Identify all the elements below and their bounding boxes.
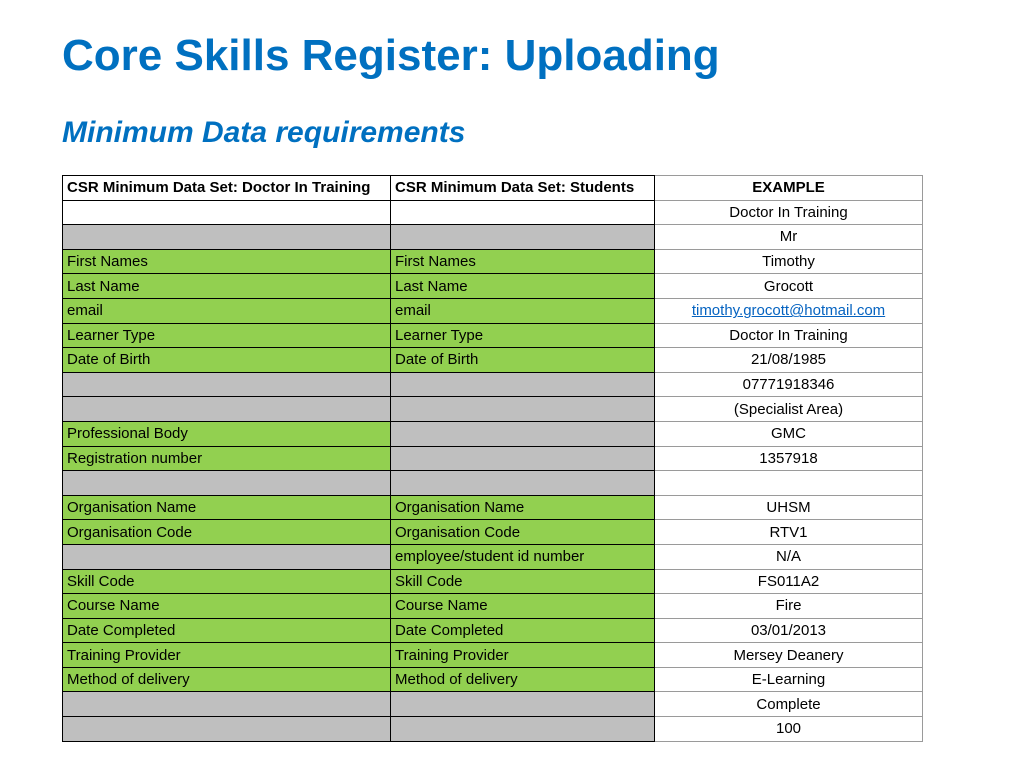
example-value-cell: (Specialist Area) bbox=[655, 397, 923, 422]
doctor-field-cell: Professional Body bbox=[63, 421, 391, 446]
example-value-cell: 03/01/2013 bbox=[655, 618, 923, 643]
table-row bbox=[63, 717, 923, 742]
example-value-cell: UHSM bbox=[655, 495, 923, 520]
doctor-field-cell: Organisation Name bbox=[63, 495, 391, 520]
table-row bbox=[63, 348, 923, 373]
example-value-cell: Doctor In Training bbox=[655, 200, 923, 225]
header-students: CSR Minimum Data Set: Students bbox=[391, 176, 655, 201]
doctor-field-cell: Training Provider bbox=[63, 643, 391, 668]
table-row bbox=[63, 225, 923, 250]
table-row bbox=[63, 372, 923, 397]
doctor-field-cell bbox=[63, 200, 391, 225]
student-field-cell: Last Name bbox=[391, 274, 655, 299]
table-row bbox=[63, 667, 923, 692]
table-row bbox=[63, 495, 923, 520]
student-field-cell bbox=[391, 471, 655, 496]
student-field-cell bbox=[391, 372, 655, 397]
table-row bbox=[63, 323, 923, 348]
student-field-cell: Method of delivery bbox=[391, 667, 655, 692]
doctor-field-cell bbox=[63, 397, 391, 422]
student-field-cell: Training Provider bbox=[391, 643, 655, 668]
table-row bbox=[63, 274, 923, 299]
example-value-cell: Timothy bbox=[655, 249, 923, 274]
table-row bbox=[63, 618, 923, 643]
table-row bbox=[63, 298, 923, 323]
student-field-cell bbox=[391, 397, 655, 422]
example-value-cell: 1357918 bbox=[655, 446, 923, 471]
doctor-field-cell: Date of Birth bbox=[63, 348, 391, 373]
example-value-cell: N/A bbox=[655, 544, 923, 569]
table-row bbox=[63, 471, 923, 496]
doctor-field-cell: Learner Type bbox=[63, 323, 391, 348]
student-field-cell bbox=[391, 421, 655, 446]
example-value-cell: RTV1 bbox=[655, 520, 923, 545]
student-field-cell: Date Completed bbox=[391, 618, 655, 643]
student-field-cell: Organisation Name bbox=[391, 495, 655, 520]
example-value-cell bbox=[655, 298, 923, 323]
table-row bbox=[63, 643, 923, 668]
table-row bbox=[63, 249, 923, 274]
student-field-cell: email bbox=[391, 298, 655, 323]
doctor-field-cell bbox=[63, 692, 391, 717]
student-field-cell: Date of Birth bbox=[391, 348, 655, 373]
example-value-cell: Fire bbox=[655, 594, 923, 619]
doctor-field-cell bbox=[63, 544, 391, 569]
example-value-cell: FS011A2 bbox=[655, 569, 923, 594]
doctor-field-cell bbox=[63, 372, 391, 397]
table-row bbox=[63, 544, 923, 569]
student-field-cell: Organisation Code bbox=[391, 520, 655, 545]
doctor-field-cell bbox=[63, 471, 391, 496]
student-field-cell bbox=[391, 446, 655, 471]
table-row bbox=[63, 397, 923, 422]
doctor-field-cell: Course Name bbox=[63, 594, 391, 619]
doctor-field-cell: Method of delivery bbox=[63, 667, 391, 692]
student-field-cell bbox=[391, 692, 655, 717]
table-row bbox=[63, 520, 923, 545]
doctor-field-cell: email bbox=[63, 298, 391, 323]
header-doctor-in-training: CSR Minimum Data Set: Doctor In Training bbox=[63, 176, 391, 201]
doctor-field-cell: Organisation Code bbox=[63, 520, 391, 545]
example-value-cell: Mersey Deanery bbox=[655, 643, 923, 668]
doctor-field-cell: Skill Code bbox=[63, 569, 391, 594]
minimum-data-table bbox=[62, 175, 923, 742]
slide-subtitle: Minimum Data requirements bbox=[62, 116, 466, 149]
doctor-field-cell bbox=[63, 717, 391, 742]
table-row bbox=[63, 200, 923, 225]
table-header-row bbox=[63, 176, 923, 201]
example-value-cell: 100 bbox=[655, 717, 923, 742]
doctor-field-cell: Registration number bbox=[63, 446, 391, 471]
example-value-cell: E-Learning bbox=[655, 667, 923, 692]
example-value-cell: Complete bbox=[655, 692, 923, 717]
table-row bbox=[63, 569, 923, 594]
doctor-field-cell bbox=[63, 225, 391, 250]
student-field-cell: Learner Type bbox=[391, 323, 655, 348]
email-link[interactable]: timothy.grocott@hotmail.com bbox=[691, 302, 886, 320]
example-value-cell: Grocott bbox=[655, 274, 923, 299]
student-field-cell: Course Name bbox=[391, 594, 655, 619]
student-field-cell: Skill Code bbox=[391, 569, 655, 594]
example-value-cell bbox=[655, 471, 923, 496]
table-row bbox=[63, 421, 923, 446]
table-body bbox=[63, 176, 923, 742]
doctor-field-cell: Date Completed bbox=[63, 618, 391, 643]
doctor-field-cell: Last Name bbox=[63, 274, 391, 299]
example-value-cell: 21/08/1985 bbox=[655, 348, 923, 373]
student-field-cell bbox=[391, 225, 655, 250]
table-row bbox=[63, 692, 923, 717]
doctor-field-cell: First Names bbox=[63, 249, 391, 274]
student-field-cell bbox=[391, 200, 655, 225]
table-row bbox=[63, 594, 923, 619]
student-field-cell: employee/student id number bbox=[391, 544, 655, 569]
slide-title: Core Skills Register: Uploading bbox=[62, 31, 720, 80]
student-field-cell bbox=[391, 717, 655, 742]
example-value-cell: Mr bbox=[655, 225, 923, 250]
example-value-cell: 07771918346 bbox=[655, 372, 923, 397]
table-row bbox=[63, 446, 923, 471]
example-value-cell: Doctor In Training bbox=[655, 323, 923, 348]
header-example: EXAMPLE bbox=[655, 176, 923, 201]
example-value-cell: GMC bbox=[655, 421, 923, 446]
student-field-cell: First Names bbox=[391, 249, 655, 274]
